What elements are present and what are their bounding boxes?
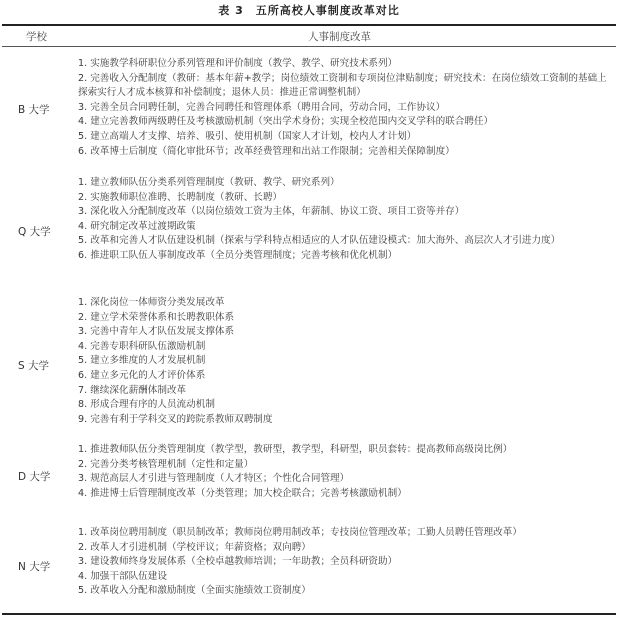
table-label: 表 3 <box>218 4 244 17</box>
list-item: 3. 深化收入分配制度改革（以岗位绩效工资为主体，年薪制、协议工资、项目工资等并存） <box>78 206 465 218</box>
list-item: 1. 改革岗位聘用制度（职员制改革；教师岗位聘用制改革；专技岗位管理改革；工勤人员聘任管理改革） <box>78 527 522 538</box>
bottom-rule <box>2 613 616 615</box>
top-rule <box>2 24 616 26</box>
list-item: 2. 完善分类考核管理机制（定性和定量） <box>78 458 254 470</box>
school-name: N 大学 <box>18 561 51 573</box>
item-list <box>78 176 614 264</box>
item-list <box>78 443 614 501</box>
header-rule <box>2 46 616 47</box>
header-content: 人事制度改革 <box>308 31 371 43</box>
list-item: 4. 加强干部队伍建设 <box>78 570 167 582</box>
list-item: 3. 完善中青年人才队伍发展支撑体系 <box>78 326 235 338</box>
list-item: 1. 建立教师队伍分类系列管理制度（教研、教学、研究系列） <box>78 177 340 188</box>
header-school: 学校 <box>26 31 47 43</box>
list-item: 5. 改革和完善人才队伍建设机制（探索与学科特点相适应的人才队伍建设模式：加大海外、高层次人才引进力度） <box>78 235 561 247</box>
list-item: 5. 建立高端人才支撑、培养、吸引、使用机制（国家人才计划，校内人才计划） <box>78 130 417 142</box>
list-item: 2. 改革人才引进机制（学校评议；年薪资格；双向聘） <box>78 541 311 553</box>
table-title <box>0 2 618 18</box>
list-item: 4. 推进博士后管理制度改革（分类管理；加大校企联合；完善考核激励机制） <box>78 487 407 499</box>
list-item: 4. 完善专职科研队伍激励机制 <box>78 340 206 352</box>
list-item: 7. 继续深化薪酬体制改革 <box>78 384 187 396</box>
list-item: 3. 规范高层人才引进与管理制度（人才特区；个性化合同管理） <box>78 473 350 485</box>
list-item: 4. 建立完善教师两级聘任及考核激励机制（突出学术身份；实现全校范围内交叉学科的联合聘任） <box>78 116 494 128</box>
list-item: 1. 深化岗位一体师资分类发展改革 <box>78 297 225 308</box>
table-title-text: 五所高校人事制度改革对比 <box>255 4 400 17</box>
school-name: Q 大学 <box>18 226 51 238</box>
item-list <box>78 526 614 599</box>
list-item: 3. 建设教师终身发展体系（全校卓越教师培训；一年助教；全员科研资助） <box>78 556 398 568</box>
item-list <box>78 57 614 159</box>
list-item: 1. 推进教师队伍分类管理制度（教学型，教研型，教学型，科研型，职员套转：提高教师高级岗比例） <box>78 444 513 455</box>
list-item: 5. 建立多维度的人才发展机制 <box>78 355 206 367</box>
school-name: B 大学 <box>18 104 50 116</box>
list-item: 3. 完善全员合同聘任制，完善合同聘任和管理体系（聘用合同，劳动合同，工作协议） <box>78 101 446 113</box>
list-item: 2. 建立学术荣誉体系和长聘教职体系 <box>78 311 235 323</box>
list-item: 8. 形成合理有序的人员流动机制 <box>78 399 215 411</box>
list-item: 6. 推进职工队伍人事制度改革（全员分类管理制度；完善考核和优化机制） <box>78 249 398 261</box>
list-item: 1. 实施教学科研职位分系列管理和评价制度（教学、教学、研究技术系列） <box>78 58 398 69</box>
list-item: 6. 改革博士后制度（简化审批环节；改革经费管理和出站工作限制；完善相关保障制度） <box>78 145 455 157</box>
school-name: D 大学 <box>18 471 51 483</box>
school-name: S 大学 <box>18 360 50 372</box>
list-item: 4. 研究制定改革过渡期政策 <box>78 220 196 232</box>
list-item: 2. 完善收入分配制度（教研：基本年薪+教学；岗位绩效工资制和专项岗位津贴制度；研究技术：在岗位绩效工资制的基础上探索实行人才成本核算和补偿制度；退休人员：推进正常调整机制） <box>78 72 607 99</box>
list-item: 9. 完善有利于学科交叉的跨院系教师双聘制度 <box>78 413 273 425</box>
list-item: 2. 实施教师职位准聘、长聘制度（教研、长聘） <box>78 191 283 203</box>
list-item: 5. 改革收入分配和激励制度（全面实施绩效工资制度） <box>78 585 311 597</box>
item-list <box>78 296 614 427</box>
list-item: 6. 建立多元化的人才评价体系 <box>78 369 206 381</box>
